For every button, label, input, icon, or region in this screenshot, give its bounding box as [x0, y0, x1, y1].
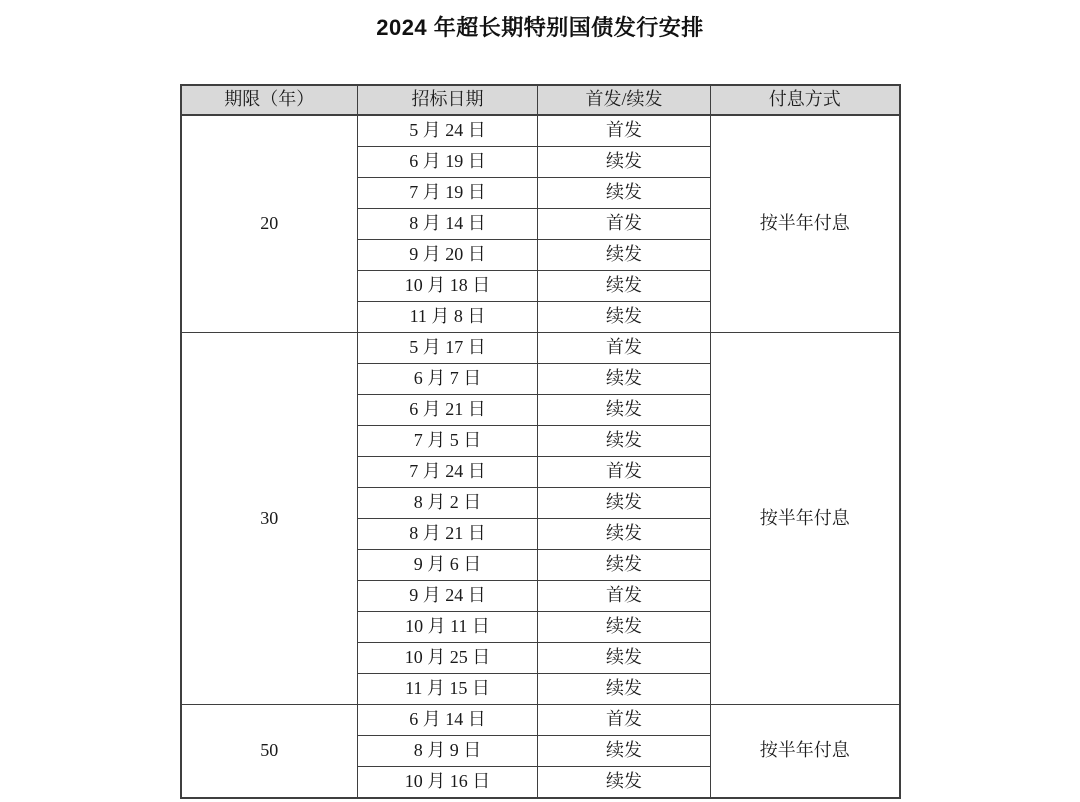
issue-type-cell: 首发	[538, 457, 711, 488]
tender-date-cell: 7 月 19 日	[358, 178, 538, 209]
tender-date-cell: 6 月 14 日	[358, 705, 538, 736]
tender-date-cell: 5 月 17 日	[358, 333, 538, 364]
term-cell: 20	[181, 115, 358, 333]
issue-type-cell: 续发	[538, 302, 711, 333]
table-body	[181, 115, 900, 798]
table-row	[181, 333, 900, 364]
issue-type-cell: 续发	[538, 519, 711, 550]
tender-date-cell: 9 月 20 日	[358, 240, 538, 271]
issue-type-cell: 续发	[538, 271, 711, 302]
issue-type-cell: 续发	[538, 240, 711, 271]
payment-method-cell: 按半年付息	[711, 115, 900, 333]
issue-type-cell: 续发	[538, 178, 711, 209]
table-row	[181, 115, 900, 147]
tender-date-cell: 9 月 6 日	[358, 550, 538, 581]
column-header-payment-method: 付息方式	[711, 85, 900, 115]
issue-type-cell: 续发	[538, 426, 711, 457]
tender-date-cell: 7 月 24 日	[358, 457, 538, 488]
tender-date-cell: 11 月 15 日	[358, 674, 538, 705]
tender-date-cell: 10 月 25 日	[358, 643, 538, 674]
tender-date-cell: 10 月 11 日	[358, 612, 538, 643]
issue-type-cell: 首发	[538, 705, 711, 736]
issue-type-cell: 首发	[538, 115, 711, 147]
tender-date-cell: 8 月 9 日	[358, 736, 538, 767]
issue-type-cell: 续发	[538, 767, 711, 799]
tender-date-cell: 10 月 18 日	[358, 271, 538, 302]
table-header	[181, 85, 900, 115]
issue-type-cell: 续发	[538, 736, 711, 767]
column-header-term: 期限（年）	[181, 85, 358, 115]
issue-type-cell: 续发	[538, 395, 711, 426]
tender-date-cell: 6 月 7 日	[358, 364, 538, 395]
issue-type-cell: 续发	[538, 550, 711, 581]
issue-type-cell: 首发	[538, 333, 711, 364]
term-cell: 30	[181, 333, 358, 705]
issuance-table	[180, 84, 901, 799]
tender-date-cell: 6 月 19 日	[358, 147, 538, 178]
issue-type-cell: 续发	[538, 147, 711, 178]
issue-type-cell: 首发	[538, 581, 711, 612]
column-header-tender-date: 招标日期	[358, 85, 538, 115]
tender-date-cell: 6 月 21 日	[358, 395, 538, 426]
tender-date-cell: 8 月 21 日	[358, 519, 538, 550]
table-row	[181, 705, 900, 736]
header-row	[181, 85, 900, 115]
issue-type-cell: 首发	[538, 209, 711, 240]
issue-type-cell: 续发	[538, 488, 711, 519]
tender-date-cell: 8 月 2 日	[358, 488, 538, 519]
tender-date-cell: 9 月 24 日	[358, 581, 538, 612]
tender-date-cell: 10 月 16 日	[358, 767, 538, 799]
tender-date-cell: 7 月 5 日	[358, 426, 538, 457]
tender-date-cell: 11 月 8 日	[358, 302, 538, 333]
issue-type-cell: 续发	[538, 612, 711, 643]
payment-method-cell: 按半年付息	[711, 705, 900, 799]
column-header-issue-type: 首发/续发	[538, 85, 711, 115]
page-title: 2024 年超长期特别国债发行安排	[376, 15, 704, 40]
term-cell: 50	[181, 705, 358, 799]
tender-date-cell: 8 月 14 日	[358, 209, 538, 240]
issue-type-cell: 续发	[538, 674, 711, 705]
issue-type-cell: 续发	[538, 643, 711, 674]
payment-method-cell: 按半年付息	[711, 333, 900, 705]
issue-type-cell: 续发	[538, 364, 711, 395]
tender-date-cell: 5 月 24 日	[358, 115, 538, 147]
